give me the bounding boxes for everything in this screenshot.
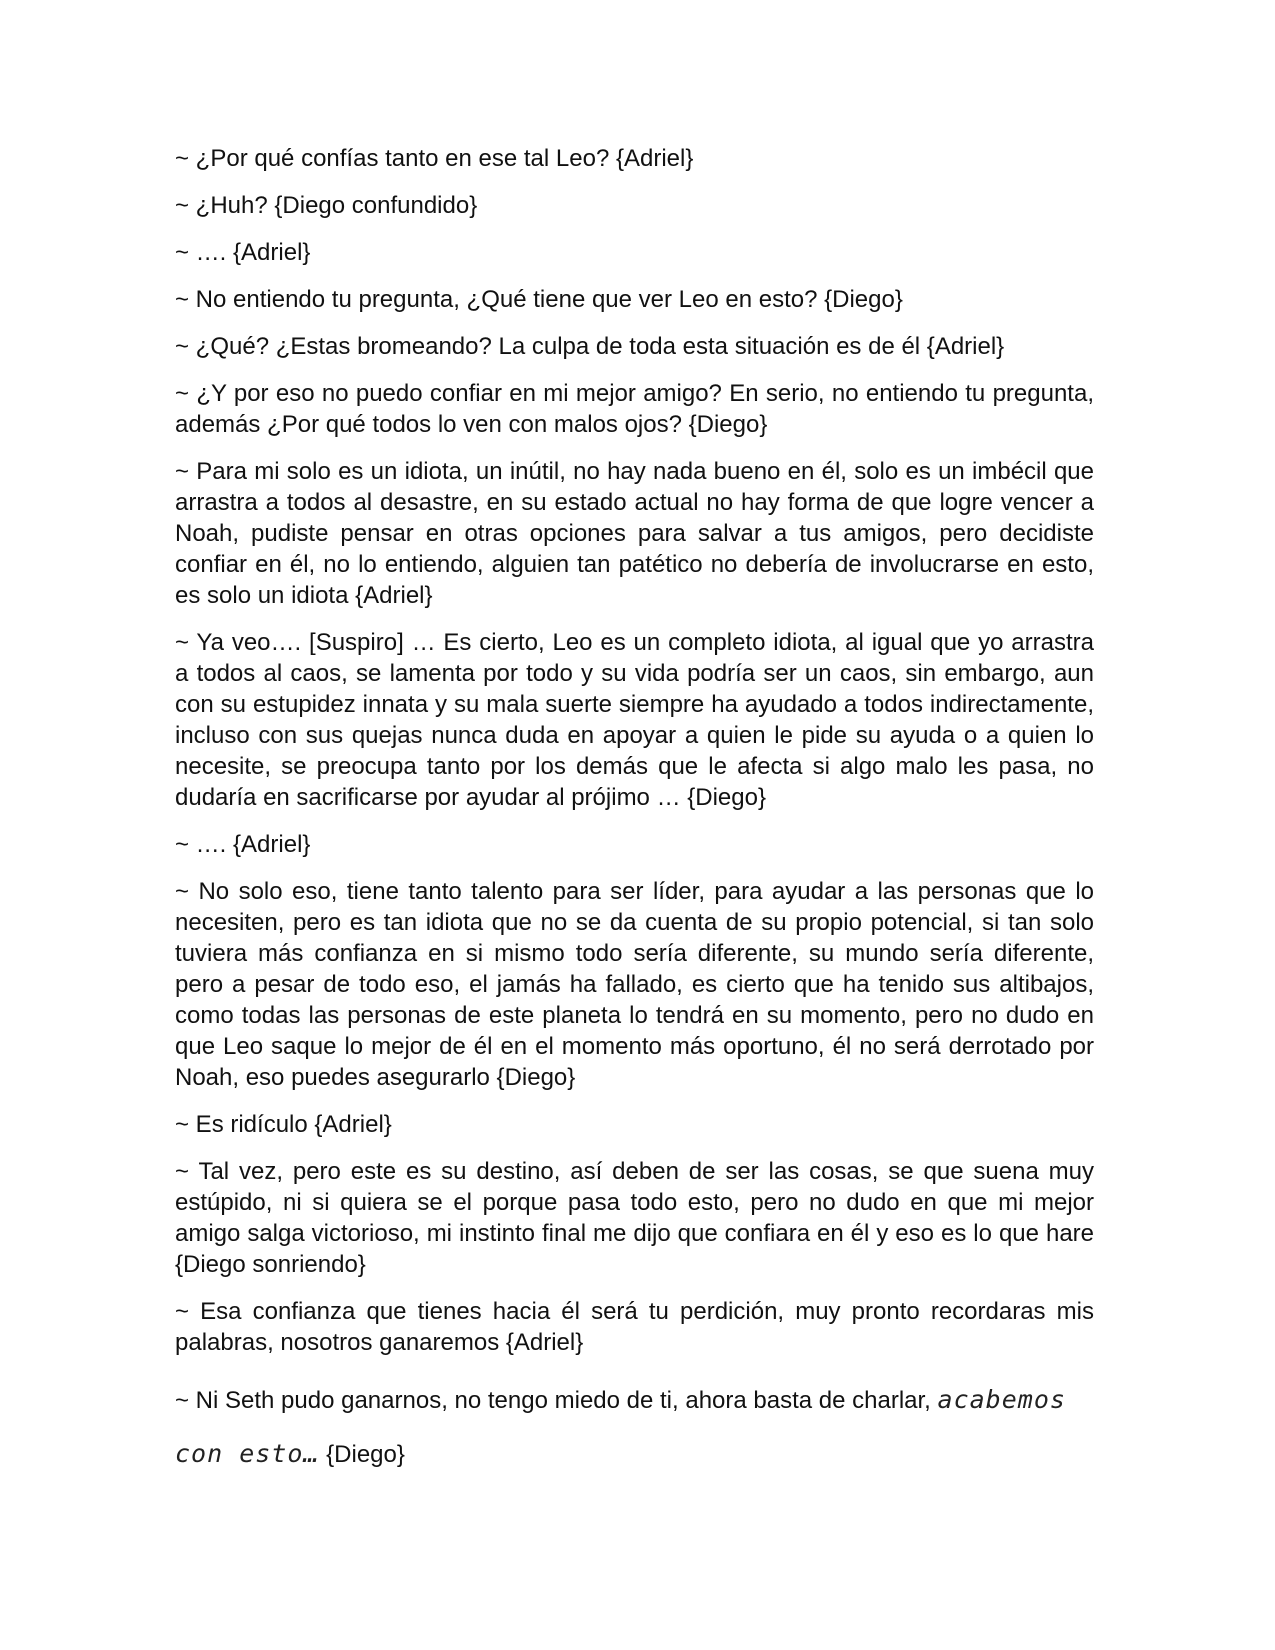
final-dialogue-line-continued: [175, 1438, 1094, 1470]
dialogue-line: ~ Es ridículo {Adriel}: [175, 1111, 392, 1138]
handwritten-phrase: con esto…: [175, 1439, 320, 1468]
dialogue-line: ~ ¿Huh? {Diego confundido}: [175, 192, 478, 219]
final-line-speaker: {Diego}: [319, 1441, 405, 1468]
dialogue-line: ~ Esa confianza que tienes hacia él será tu perdición, muy pronto recordaras mis palabras, nosotros ganaremos {Adriel}: [175, 1298, 1094, 1356]
dialogue-line: ~ No solo eso, tiene tanto talento para ser líder, para ayudar a las personas que lo necesiten, pero es tan idiota que no se da cuenta de su propio potencial, si tan solo tuviera más confianza en si mismo todo sería diferente, su mundo sería diferente, pero a pesar de todo eso, el jamás ha fallado, es cierto que ha tenido sus altibajos, como todas las personas de este planeta lo tendrá en su momento, pero no dudo en que Leo saque lo mejor de él en el momento más oportuno, él no será derrotado por Noah, eso puedes asegurarlo {Diego}: [175, 878, 1094, 1091]
dialogue-line: ~ …. {Adriel}: [175, 831, 311, 858]
final-dialogue-line: [175, 1384, 1094, 1416]
dialogue-text: [175, 143, 1094, 1470]
dialogue-line: ~ ¿Y por eso no puedo confiar en mi mejor amigo? En serio, no entiendo tu pregunta, además ¿Por qué todos lo ven con malos ojos? {Diego}: [175, 380, 1094, 438]
dialogue-line: ~ Para mi solo es un idiota, un inútil, no hay nada bueno en él, solo es un imbécil que arrastra a todos al desastre, en su estado actual no hay forma de que logre vencer a Noah, pudiste pensar en otras opciones para salvar a tus amigos, pero decidiste confiar en él, no lo entiendo, alguien tan patético no debería de involucrarse en esto, es solo un idiota {Adriel}: [175, 458, 1094, 609]
dialogue-line: ~ ¿Qué? ¿Estas bromeando? La culpa de toda esta situación es de él {Adriel}: [175, 333, 1005, 360]
dialogue-line: ~ …. {Adriel}: [175, 239, 311, 266]
dialogue-line: ~ Ya veo…. [Suspiro] … Es cierto, Leo es un completo idiota, al igual que yo arrastra a todos al caos, se lamenta por todo y su vida podría ser un caos, sin embargo, aun con su estupidez innata y su mala suerte siempre ha ayudado a todos indirectamente, incluso con sus quejas nunca duda en apoyar a quien le pide su ayuda o a quien lo necesite, se preocupa tanto por los demás que le afecta si algo malo les pasa, no dudaría en sacrificarse por ayudar al prójimo … {Diego}: [175, 629, 1094, 811]
final-line-text: ~ Ni Seth pudo ganarnos, no tengo miedo de ti, ahora basta de charlar,: [175, 1387, 938, 1414]
dialogue-line: ~ ¿Por qué confías tanto en ese tal Leo? {Adriel}: [175, 145, 694, 172]
dialogue-line: ~ Tal vez, pero este es su destino, así deben de ser las cosas, se que suena muy estúpido, ni si quiera se el porque pasa todo esto, pero no dudo en que mi mejor amigo salga victorioso, mi instinto final me dijo que confiara en él y eso es lo que hare {Diego sonriendo}: [175, 1158, 1094, 1278]
handwritten-phrase: acabemos: [937, 1385, 1066, 1414]
dialogue-line: ~ No entiendo tu pregunta, ¿Qué tiene que ver Leo en esto? {Diego}: [175, 286, 903, 313]
